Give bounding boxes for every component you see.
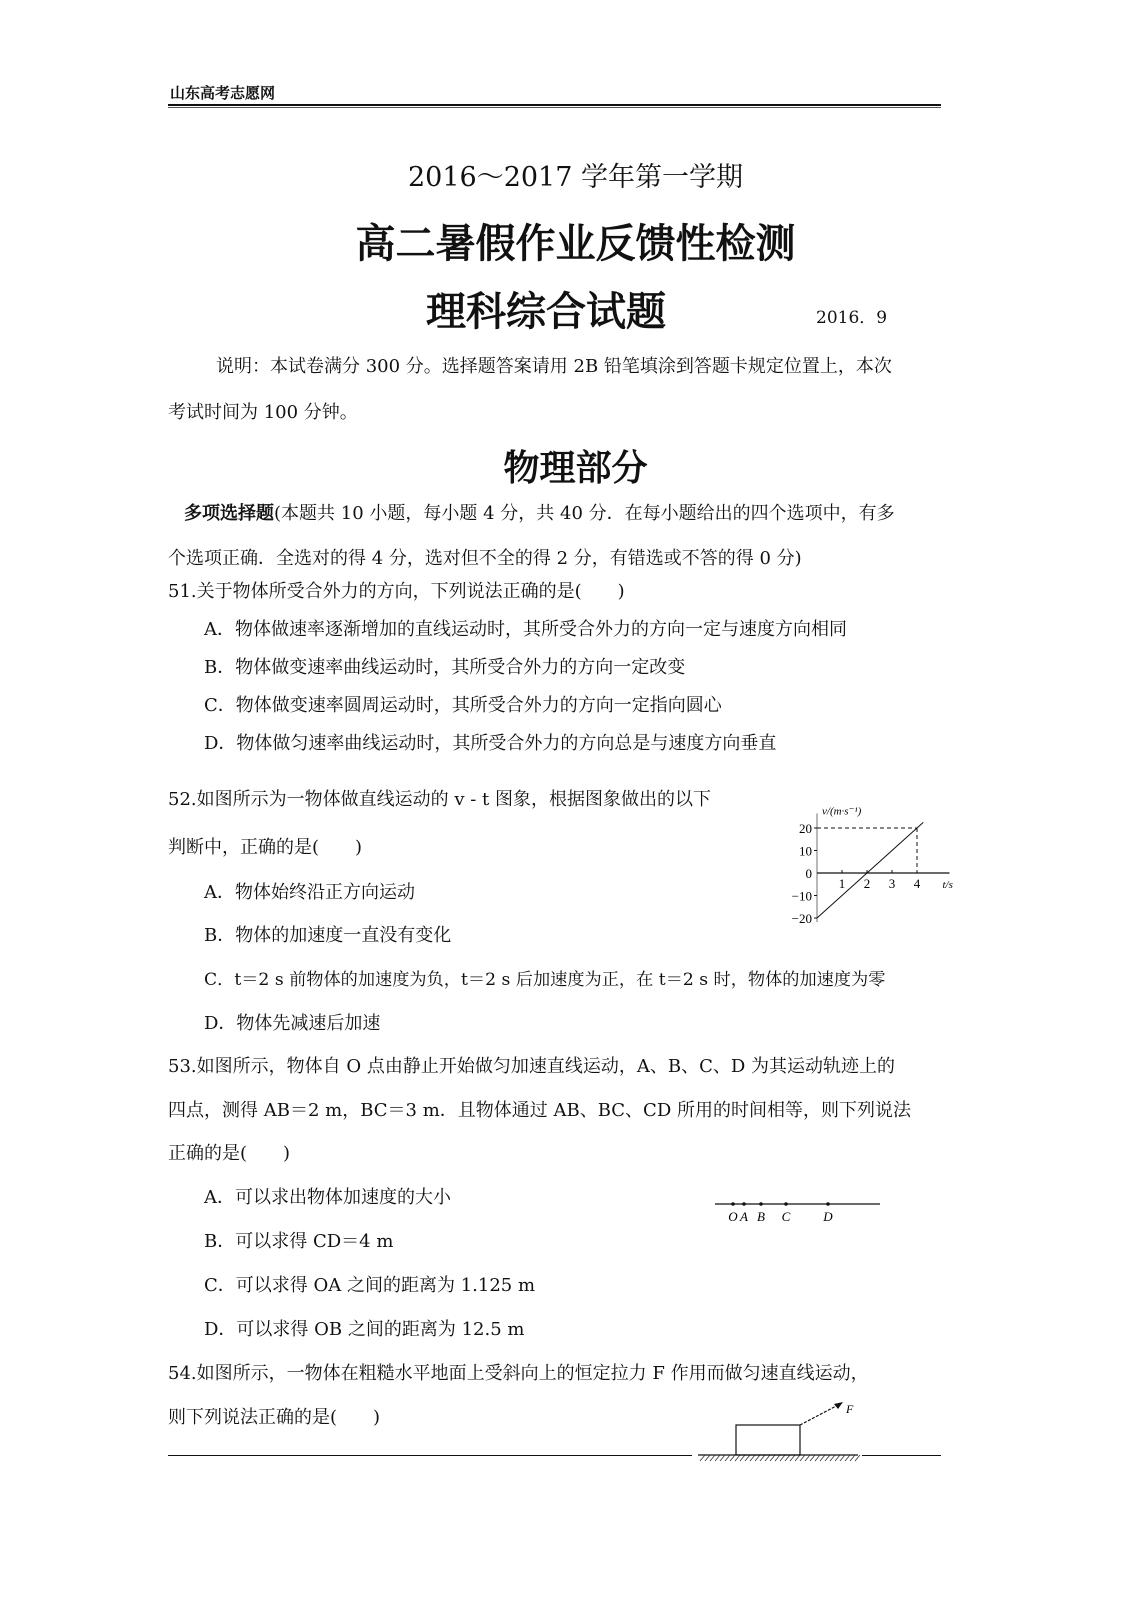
- question-54-stem-line-1: [168, 1364, 869, 1384]
- track-point: [759, 1202, 763, 1206]
- question-text: 如图所示，一物体在粗糙水平地面上受斜向上的恒定拉力 F 作用而做匀速直线运动，: [196, 1363, 869, 1384]
- question-54-stem-line-2: 则下列说法正确的是( ): [168, 1407, 381, 1428]
- hatch-line: [830, 1455, 835, 1461]
- hatch-line: [740, 1455, 745, 1461]
- hatch-line: [855, 1455, 860, 1461]
- hatch-line: [730, 1455, 735, 1461]
- footer-rule-left: [168, 1455, 692, 1456]
- section-title: 物理部分: [503, 448, 648, 489]
- q53-option-b: B．可以求得 CD＝4 m: [204, 1231, 394, 1252]
- hatch-line: [725, 1455, 730, 1461]
- instructions-text: (本题共 10 小题，每小题 4 分，共 40 分．在每小题给出的四个选项中，有多: [274, 503, 895, 524]
- hatch-line: [815, 1455, 820, 1461]
- q51-option-c: C．物体做变速率圆周运动时，其所受合外力的方向一定指向圆心: [204, 695, 722, 716]
- force-label: F: [846, 1402, 854, 1416]
- header-rule-thin: [168, 107, 941, 108]
- hatch-line: [715, 1455, 720, 1461]
- hatch-line: [835, 1455, 840, 1461]
- question-52-stem-line-1: [168, 790, 711, 810]
- hatch-line: [825, 1455, 830, 1461]
- block: [736, 1425, 800, 1455]
- x-tick-label: 4: [913, 876, 921, 891]
- q51-option-d: D．物体做匀速率曲线运动时，其所受合外力的方向总是与速度方向垂直: [204, 733, 777, 754]
- ground-hatching: [700, 1455, 860, 1461]
- track-point-label: B: [757, 1209, 765, 1224]
- question-53-stem-line-2: 四点，测得 AB＝2 m，BC＝3 m．且物体通过 AB、BC、CD 所用的时间相等，则下列说法: [168, 1100, 911, 1121]
- hatch-line: [795, 1455, 800, 1461]
- force-arrow: [800, 1404, 840, 1425]
- question-number: 53.: [168, 1056, 197, 1077]
- note-line-1: 说明：本试卷满分 300 分。选择题答案请用 2B 铅笔填涂到答题卡规定位置上，本次: [216, 356, 892, 377]
- instructions-line-2: 个选项正确．全选对的得 4 分，选对但不全的得 2 分，有错选或不答的得 0 分): [168, 548, 802, 569]
- track-point: [826, 1202, 830, 1206]
- hatch-line: [845, 1455, 850, 1461]
- q52-option-a: A．物体始终沿正方向运动: [204, 882, 415, 903]
- exam-subtitle: 理科综合试题: [426, 289, 666, 335]
- hatch-line: [720, 1455, 725, 1461]
- q53-option-a: A．可以求出物体加速度的大小: [204, 1187, 451, 1208]
- note-line-2: 考试时间为 100 分钟。: [168, 402, 358, 423]
- q52-option-c: C．t＝2 s 前物体的加速度为负，t＝2 s 后加速度为正，在 t＝2 s 时，物体的加速度为零: [204, 970, 886, 990]
- y-tick-label: 20: [799, 821, 812, 836]
- hatch-line: [705, 1455, 710, 1461]
- instructions-line-1: [184, 504, 895, 524]
- hatch-line: [745, 1455, 750, 1461]
- hatch-line: [700, 1455, 705, 1461]
- hatch-line: [710, 1455, 715, 1461]
- y-tick-label: −20: [791, 911, 812, 926]
- site-header: 山东高考志愿网: [170, 84, 276, 102]
- y-tick-label: 10: [799, 843, 812, 859]
- track-point-label: D: [823, 1209, 833, 1224]
- hatch-line: [850, 1455, 855, 1461]
- q51-option-b: B．物体做变速率曲线运动时，其所受合外力的方向一定改变: [204, 657, 686, 678]
- track-point: [784, 1202, 788, 1206]
- header-rule: [168, 104, 941, 106]
- term-heading: 2016～2017 学年第一学期: [407, 162, 743, 193]
- velocity-line: [817, 822, 923, 918]
- x-tick-label: 2: [863, 876, 871, 891]
- question-53-stem-line-1: [168, 1057, 895, 1077]
- hatch-line: [820, 1455, 825, 1461]
- track-point-label: O: [728, 1209, 738, 1224]
- x-tick-label: 1: [838, 876, 846, 891]
- hatch-line: [785, 1455, 790, 1461]
- hatch-line: [775, 1455, 780, 1461]
- y-tick-label: 0: [805, 866, 812, 881]
- hatch-line: [765, 1455, 770, 1461]
- question-52-stem-line-2: 判断中，正确的是( ): [168, 837, 363, 858]
- question-53-stem-line-3: 正确的是( ): [168, 1143, 291, 1164]
- question-number: 54.: [168, 1363, 197, 1384]
- hatch-line: [790, 1455, 795, 1461]
- hatch-line: [735, 1455, 740, 1461]
- x-axis-label: t/s: [942, 879, 953, 891]
- hatch-line: [770, 1455, 775, 1461]
- hatch-line: [760, 1455, 765, 1461]
- exam-date: 2016．9: [816, 308, 888, 328]
- vt-graph: [760, 795, 953, 935]
- question-text: 如图所示为一物体做直线运动的 v - t 图象，根据图象做出的以下: [196, 789, 712, 810]
- question-text: 关于物体所受合外力的方向，下列说法正确的是( ): [196, 581, 625, 602]
- q53-option-c: C．可以求得 OA 之间的距离为 1.125 m: [204, 1275, 536, 1296]
- q53-option-d: D．可以求得 OB 之间的距离为 12.5 m: [204, 1319, 525, 1340]
- question-text: 如图所示，物体自 O 点由静止开始做匀加速直线运动，A、B、C、D 为其运动轨迹上的: [196, 1056, 895, 1077]
- hatch-line: [750, 1455, 755, 1461]
- hatch-line: [780, 1455, 785, 1461]
- exam-title: 高二暑假作业反馈性检测: [355, 221, 796, 267]
- track-point-label: C: [781, 1209, 791, 1224]
- x-tick-label: 3: [888, 876, 896, 891]
- track-diagram: [710, 1195, 890, 1230]
- track-point: [731, 1202, 735, 1206]
- q52-option-b: B．物体的加速度一直没有变化: [204, 925, 452, 946]
- track-point: [742, 1202, 746, 1206]
- question-number: 51.: [168, 581, 197, 602]
- hatch-line: [810, 1455, 815, 1461]
- track-point-label: A: [740, 1209, 748, 1224]
- question-number: 52.: [168, 789, 197, 810]
- y-tick-label: −10: [791, 888, 812, 904]
- hatch-line: [755, 1455, 760, 1461]
- q52-option-d: D．物体先减速后加速: [204, 1013, 381, 1034]
- instructions-label: 多项选择题: [184, 503, 274, 524]
- footer-rule-right: [862, 1455, 941, 1456]
- y-axis-label: v/(m·s⁻¹): [822, 805, 862, 818]
- force-arrowhead: [834, 1402, 843, 1409]
- question-51-stem: [168, 582, 625, 602]
- hatch-line: [840, 1455, 845, 1461]
- block-force-diagram: [680, 1395, 880, 1475]
- hatch-line: [800, 1455, 805, 1461]
- hatch-line: [805, 1455, 810, 1461]
- q51-option-a: A．物体做速率逐渐增加的直线运动时，其所受合外力的方向一定与速度方向相同: [204, 619, 847, 640]
